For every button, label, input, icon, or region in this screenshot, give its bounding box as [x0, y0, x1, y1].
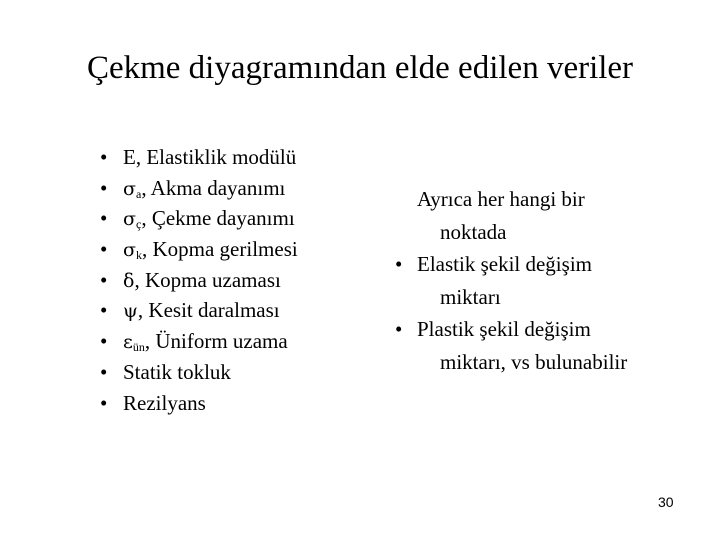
property-list [100, 142, 298, 418]
right-intro [395, 183, 655, 248]
item-text: , Kopma gerilmesi [141, 237, 298, 262]
list-item [100, 388, 298, 419]
right-item-line: Elastik şekil değişim [417, 252, 592, 276]
list-item [100, 265, 298, 296]
bullet-icon: • [395, 317, 403, 341]
list-item [100, 203, 298, 234]
list-item [100, 173, 298, 204]
item-text: , Çekme dayanımı [141, 206, 295, 231]
bullet-icon: • [100, 390, 108, 415]
bullet-icon: • [100, 145, 108, 169]
item-text: Rezilyans [123, 390, 206, 415]
right-item-line: miktarı, vs bulunabilir [440, 349, 628, 374]
list-item [100, 295, 298, 326]
list-item [100, 326, 298, 357]
bullet-icon: • [100, 267, 108, 292]
item-text: , Kopma uzaması [134, 267, 281, 292]
list-item [100, 234, 298, 265]
symbol-subscript: ç [135, 217, 142, 232]
symbol-subscript: k [135, 248, 142, 263]
symbol: ε [123, 331, 133, 354]
symbol: σ [123, 239, 136, 262]
item-text: , Üniform uzama [144, 329, 288, 354]
bullet-icon: • [100, 329, 108, 354]
right-intro-line: noktada [440, 219, 507, 244]
slide-title: Çekme diyagramından elde edilen veriler [86, 50, 634, 86]
symbol: δ [123, 269, 135, 292]
symbol-subscript: a [135, 186, 142, 201]
bullet-icon: • [100, 237, 108, 262]
item-text: Statik tokluk [123, 359, 231, 384]
page-number: 30 [658, 494, 674, 510]
right-list-item [395, 313, 655, 378]
right-item-line: miktarı [440, 284, 501, 309]
bullet-icon: • [100, 206, 108, 231]
item-text: , Kesit daralması [137, 298, 280, 323]
right-intro-line: Ayrıca her hangi bir [417, 187, 585, 211]
right-list-item [395, 248, 655, 313]
right-item-line: Plastik şekil değişim [417, 317, 591, 341]
bullet-icon: • [100, 359, 108, 384]
symbol-subscript: ün [132, 340, 145, 355]
symbol: ψ [123, 300, 138, 323]
list-item [100, 142, 298, 173]
bullet-icon: • [100, 298, 108, 323]
symbol: σ [123, 177, 136, 200]
bullet-icon: • [100, 175, 108, 200]
item-text: E, Elastiklik modülü [123, 145, 297, 169]
item-text: , Akma dayanımı [141, 175, 286, 200]
symbol: σ [123, 208, 136, 231]
list-item [100, 357, 298, 388]
bullet-icon: • [395, 252, 403, 276]
right-text-block [395, 183, 655, 378]
